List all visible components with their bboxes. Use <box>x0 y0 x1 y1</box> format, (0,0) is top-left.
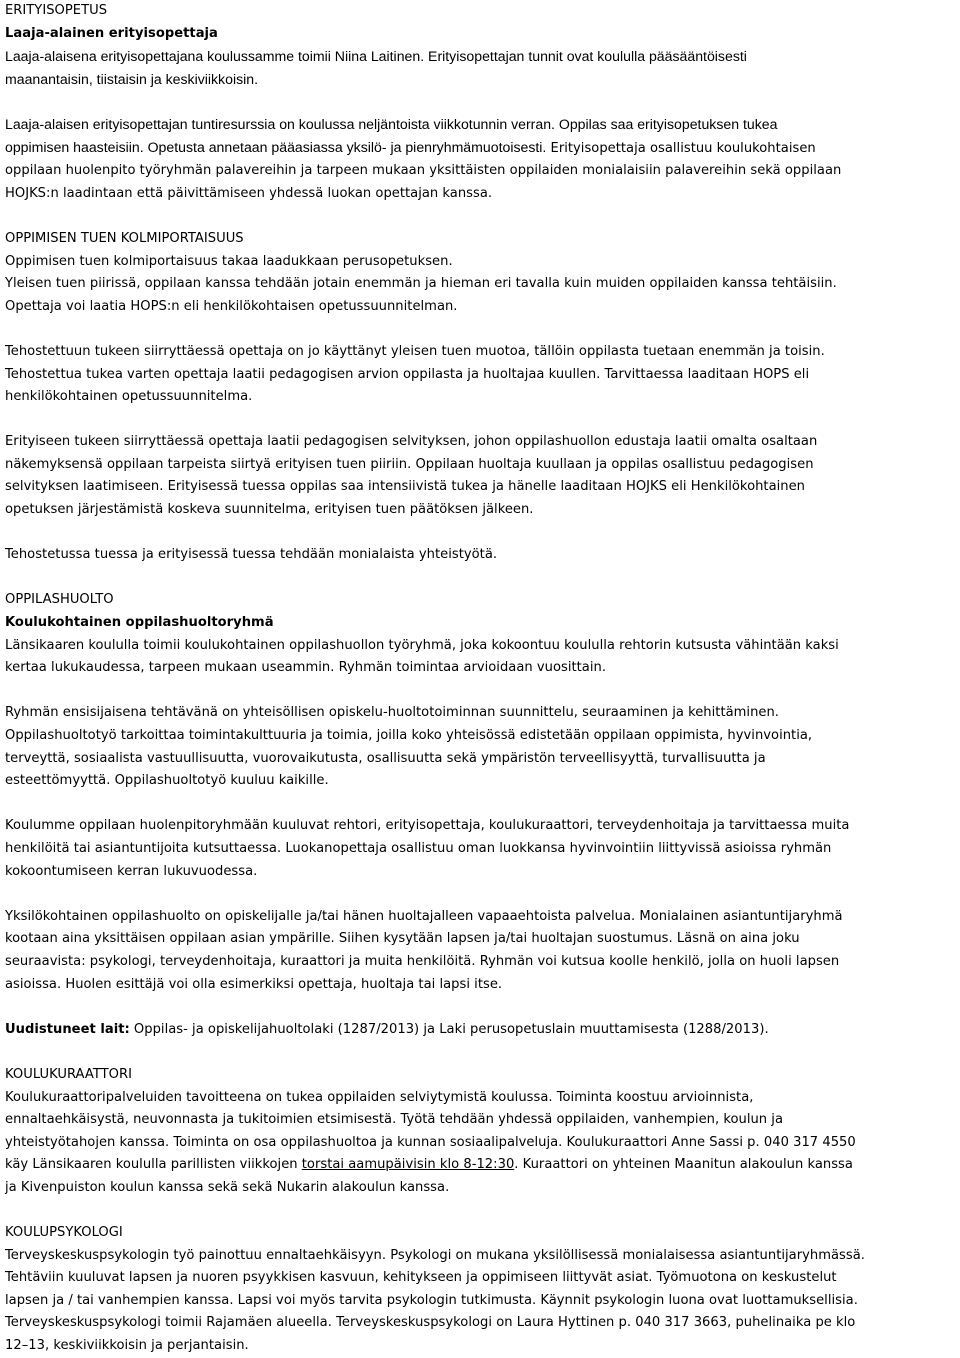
paragraph-line: Tehostetussa tuessa ja erityisessä tuessa tehdään monialaista yhteistyötä. <box>5 547 498 563</box>
paragraph-line: kertaa lukukaudessa, tarpeen mukaan useammin. Ryhmän toimintaa arvioidaan vuosittain. <box>5 660 607 676</box>
paragraph-line: HOJKS:n laadintaan että päivittämiseen yhdessä luokan opettajan kanssa. <box>5 185 493 201</box>
spacer <box>5 883 955 906</box>
paragraph-line: Laaja-alaisen erityisopettajan tuntiresurssia on koulussa neljäntoista viikkotunnin verran. Oppilas saa erityisopetuksen tukea <box>5 115 778 132</box>
spacer <box>5 522 955 545</box>
paragraph-line: maanantaisin, tiistaisin ja keskiviikkoisin. <box>5 70 259 87</box>
paragraph-line: Laaja-alaisena erityisopettajana koulussamme toimii Niina Laitinen. Erityisopettajan tunnit ovat koululla pääsääntöisesti <box>5 48 747 65</box>
document-page <box>5 0 955 1358</box>
spacer <box>5 1199 955 1222</box>
paragraph-line: ja Kivenpuiston koulun kanssa sekä sekä Nukarin alakoulun kanssa. <box>5 1179 450 1195</box>
paragraph-line: Ryhmän ensisijaisena tehtävänä on yhteisöllisen opiskelu-huoltotoiminnan suunnittelu, seuraaminen ja kehittäminen. <box>5 705 779 721</box>
paragraph-line: henkilöitä tai asiantuntijoita kutsuttaessa. Luokanopettaja osallistuu oman luokkansa hyvinvointiin liittyvissä asioissa ryhmän <box>5 840 832 856</box>
paragraph-line: 12–13, keskiviikkoisin ja perjantaisin. <box>5 1338 249 1354</box>
subheading-laaja-alainen: Laaja-alainen erityisopettaja <box>5 25 218 41</box>
paragraph-line: Yksilökohtainen oppilashuolto on opiskelijalle ja/tai hänen huoltajalleen vapaaehtoista palvelua. Monialainen asiantuntijaryhmä <box>5 908 843 924</box>
laws-label: Uudistuneet lait: <box>5 1021 130 1037</box>
paragraph-fragment: Erityisopettaja osallistuu koulukohtaisen <box>546 140 816 156</box>
spacer <box>5 90 955 113</box>
paragraph-line: terveyttä, sosiaalista vastuullisuutta, vuorovaikutusta, osallisuutta sekä ympäristön terveellisyyttä, turvallisuutta ja <box>5 750 766 766</box>
spacer <box>5 680 955 703</box>
paragraph-line: yhteistyötahojen kanssa. Toiminta on osa oppilashuoltoa ja kunnan sosiaalipalveluja. Koulukuraattori Anne Sassi p. 040 317 4550 <box>5 1134 856 1150</box>
spacer <box>5 793 955 816</box>
paragraph-line: Terveyskeskuspsykologin työ painottuu ennaltaehkäisyyn. Psykologi on mukana yksilöllisessä monialaisessa asiantuntijaryhmässä. <box>5 1247 865 1263</box>
spacer <box>5 996 955 1019</box>
laws-line <box>5 1019 955 1042</box>
spacer <box>5 409 955 432</box>
paragraph-line: seuraavista: psykologi, terveydenhoitaja, kuraattori ja muita henkilöitä. Ryhmän voi kutsua koolle henkilö, jolla on huoli lapsen <box>5 953 840 969</box>
paragraph-line: esteettömyyttä. Oppilashuoltotyö kuuluu kaikille. <box>5 773 329 789</box>
paragraph-line: henkilökohtainen opetussuunnitelma. <box>5 389 253 405</box>
paragraph-line: Tehostettuun tukeen siirryttäessä opettaja on jo käyttänyt yleisen tuen muotoa, tällöin oppilasta tuetaan enemmän ja toisin. <box>5 343 825 359</box>
section-heading-kolmiportaisuus: OPPIMISEN TUEN KOLMIPORTAISUUS <box>5 230 244 246</box>
paragraph-line: kokoontumiseen kerran lukuvuodessa. <box>5 863 258 879</box>
paragraph-line: kootaan aina yksittäisen oppilaan asian ympärille. Siihen kysytään lapsen ja/tai huoltajan suostumus. Läsnä on aina joku <box>5 931 800 947</box>
paragraph-line: Erityiseen tukeen siirryttäessä opettaja laatii pedagogisen selvityksen, johon oppilashuollon edustaja laatii omalta osaltaan <box>5 434 818 450</box>
paragraph-line: näkemyksensä oppilaan tarpeista siirtyä erityisen tuen piiriin. Oppilaan huoltaja kuullaan ja oppilas osallistuu pedagogisen <box>5 456 814 472</box>
paragraph-line: Länsikaaren koululla toimii koulukohtainen oppilashuollon työryhmä, joka kokoontuu koululla rehtorin kutsusta vähintään kaksi <box>5 637 839 653</box>
visiting-hours: torstai aamupäivisin klo 8-12:30 <box>301 1157 515 1173</box>
spacer <box>5 1041 955 1064</box>
paragraph-line: Yleisen tuen piirissä, oppilaan kanssa tehdään jotain enemmän ja hieman eri tavalla kuin muiden oppilaiden kanssa tehtäisiin. <box>5 276 837 292</box>
spacer <box>5 567 955 590</box>
spacer <box>5 318 955 341</box>
paragraph-line: Terveyskeskuspsykologi toimii Rajamäen alueella. Terveyskeskuspsykologi on Laura Hyttinen p. 040 317 3663, puhelinaika pe klo <box>5 1315 856 1331</box>
spacer <box>5 205 955 228</box>
paragraph-line-mixed <box>5 136 955 161</box>
laws-text: Oppilas- ja opiskelijahuoltolaki (1287/2013) ja Laki perusopetuslain muuttamisesta (1288/2013). <box>129 1021 769 1037</box>
paragraph-line: opetuksen järjestämistä koskeva suunnitelma, erityisen tuen päätöksen jälkeen. <box>5 502 534 518</box>
paragraph-fragment: oppimisen haasteisiin. Opetusta annetaan pääasiassa yksilö- ja pienryhmämuotoisesti. <box>5 138 547 155</box>
paragraph-line: lapsen ja / tai vanhempien kanssa. Lapsi voi myös tarvita psykologin tutkimusta. Käynnit psykologin luona ovat luottamuksellisia. <box>5 1292 858 1308</box>
paragraph-line: ennaltaehkäisystä, neuvonnasta ja tukitoimien etsimisestä. Työtä tehdään yhdessä oppilaiden, vanhempien, koulun ja <box>5 1112 784 1128</box>
paragraph-line: Oppimisen tuen kolmiportaisuus takaa laadukkaan perusopetuksen. <box>5 253 453 269</box>
paragraph-line: Tehostettua tukea varten opettaja laatii pedagogisen arvion oppilasta ja huoltajaa kuullen. Tarvittaessa laaditaan HOPS eli <box>5 366 810 382</box>
paragraph-line: asioissa. Huolen esittäjä voi olla esimerkiksi opettaja, huoltaja tai lapsi itse. <box>5 976 503 992</box>
paragraph-fragment: käy Länsikaaren koululla parillisten viikkojen <box>5 1157 302 1173</box>
paragraph-line: Oppilashuoltotyö tarkoittaa toimintakulttuuria ja toimia, joilla koko yhteisössä edistetään oppilaan oppimista, hyvinvointia, <box>5 728 813 743</box>
subheading-oppilashuoltoryhma: Koulukohtainen oppilashuoltoryhmä <box>5 615 274 631</box>
paragraph-line: Koulukuraattoripalveluiden tavoitteena on tukea oppilaiden selviytymistä koulussa. Toiminta koostuu arvioinnista, <box>5 1089 754 1105</box>
section-heading-koulukuraattori: KOULUKURAATTORI <box>5 1066 132 1082</box>
paragraph-line: selvityksen laatimiseen. Erityisessä tuessa oppilas saa intensiivistä tukea ja hänelle laaditaan HOJKS eli Henkilökohtainen <box>5 479 805 495</box>
section-heading-oppilashuolto: OPPILASHUOLTO <box>5 592 114 608</box>
paragraph-line <box>5 1154 955 1177</box>
section-heading-erityisopetus: ERITYISOPETUS <box>5 3 108 18</box>
section-heading-koulupsykologi: KOULUPSYKOLOGI <box>5 1225 123 1241</box>
paragraph-fragment: . Kuraattori on yhteinen Maanitun alakoulun kanssa <box>514 1157 853 1173</box>
paragraph-line: oppilaan huolenpito työryhmän palavereihin ja tarpeen mukaan yksittäisten oppilaiden monialaisiin palavereihin sekä oppilaan <box>5 163 842 179</box>
paragraph-line: Tehtäviin kuuluvat lapsen ja nuoren psyykkisen kasvuun, kehitykseen ja oppimiseen liittyvät asiat. Työmuotona on keskustelut <box>5 1270 837 1286</box>
paragraph-line: Koulumme oppilaan huolenpitoryhmään kuuluvat rehtori, erityisopettaja, koulukuraattori, terveydenhoitaja ja tarvittaessa muita <box>5 818 850 834</box>
paragraph-line: Opettaja voi laatia HOPS:n eli henkilökohtaisen opetussuunnitelman. <box>5 298 458 314</box>
